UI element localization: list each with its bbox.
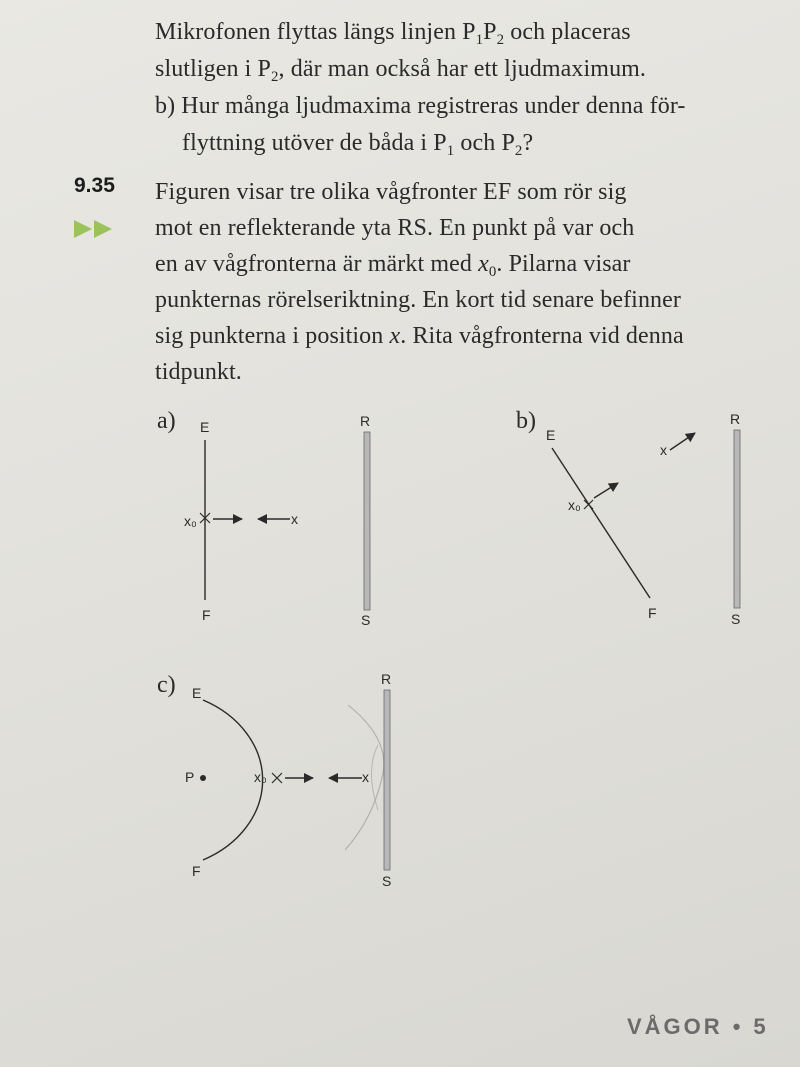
- point-p: [200, 775, 206, 781]
- label-r: R: [381, 671, 392, 687]
- label-s: S: [731, 611, 741, 627]
- figure-a: [184, 413, 370, 628]
- label-s: S: [361, 612, 371, 628]
- label-e: E: [192, 685, 202, 701]
- text: slutligen i P: [155, 56, 271, 82]
- pencil-sketch-arc-small: [372, 745, 379, 810]
- page-footer: [627, 1014, 769, 1040]
- subscript: 1: [446, 143, 455, 160]
- text: . Rita vågfronterna vid denna: [400, 323, 684, 349]
- question-b-line-1: b) Hur många ljudmaxima registreras under denna för-: [155, 93, 686, 119]
- label-s: S: [382, 873, 392, 889]
- subscript: 1: [475, 32, 484, 49]
- text: P: [483, 19, 497, 45]
- label-f: F: [192, 863, 201, 879]
- label-r: R: [730, 411, 741, 427]
- label-x: x: [291, 511, 298, 527]
- label-x0: x₀: [568, 497, 581, 513]
- problem-line-1: Figuren visar tre olika vågfronter EF som rör sig: [155, 179, 627, 205]
- reflecting-surface: [364, 432, 370, 610]
- separator: •: [732, 1014, 744, 1039]
- label-x: x: [660, 442, 667, 458]
- label-f: F: [648, 605, 657, 621]
- figure-b-label: b): [516, 408, 536, 434]
- text: flyttning utöver de båda i P: [182, 130, 447, 156]
- section-title: VÅGOR: [627, 1014, 723, 1039]
- text: ?: [522, 130, 534, 156]
- point-x0-cross: [584, 500, 593, 509]
- label-x: x: [362, 769, 369, 785]
- arrow-away: [670, 433, 695, 450]
- reflecting-surface: [734, 430, 740, 608]
- subscript: 2: [496, 32, 505, 49]
- page-number: 5: [753, 1014, 769, 1039]
- figure-a-label: a): [157, 408, 176, 434]
- point-x0-cross: [272, 773, 282, 783]
- label-e: E: [546, 427, 556, 443]
- text: , där man också har ett ljudmaximum.: [278, 56, 647, 82]
- problem-line-4: punkternas rörelseriktning. En kort tid senare befinner: [155, 287, 681, 313]
- problem-number: 9.35: [74, 174, 115, 197]
- subscript: 2: [270, 69, 279, 86]
- label-f: F: [202, 607, 211, 623]
- figure-b: [546, 411, 740, 627]
- variable: x: [478, 251, 489, 277]
- reflecting-surface: [384, 690, 390, 870]
- text: en av vågfronterna är märkt med: [155, 251, 479, 277]
- figure-c-label: c): [157, 672, 176, 698]
- problem-line-6: tidpunkt.: [155, 359, 242, 385]
- arrow-to-surface: [594, 483, 618, 498]
- label-r: R: [360, 413, 371, 429]
- text: Mikrofonen flyttas längs linjen P: [155, 19, 476, 45]
- text: och P: [454, 130, 515, 156]
- wavefront-ef: [552, 448, 650, 598]
- text: och placeras: [504, 19, 631, 45]
- label-x0: x₀: [184, 513, 197, 529]
- problem-line-2: mot en reflekterande yta RS. En punkt på var och: [155, 215, 635, 241]
- text: sig punkterna i position: [155, 323, 390, 349]
- subscript: 0: [488, 264, 497, 281]
- subscript: 2: [514, 143, 523, 160]
- label-e: E: [200, 419, 210, 435]
- text: . Pilarna visar: [496, 251, 631, 277]
- variable: x: [389, 323, 401, 349]
- label-x0: x₀: [254, 769, 267, 785]
- figure-c: [185, 671, 391, 889]
- label-p: P: [185, 769, 195, 785]
